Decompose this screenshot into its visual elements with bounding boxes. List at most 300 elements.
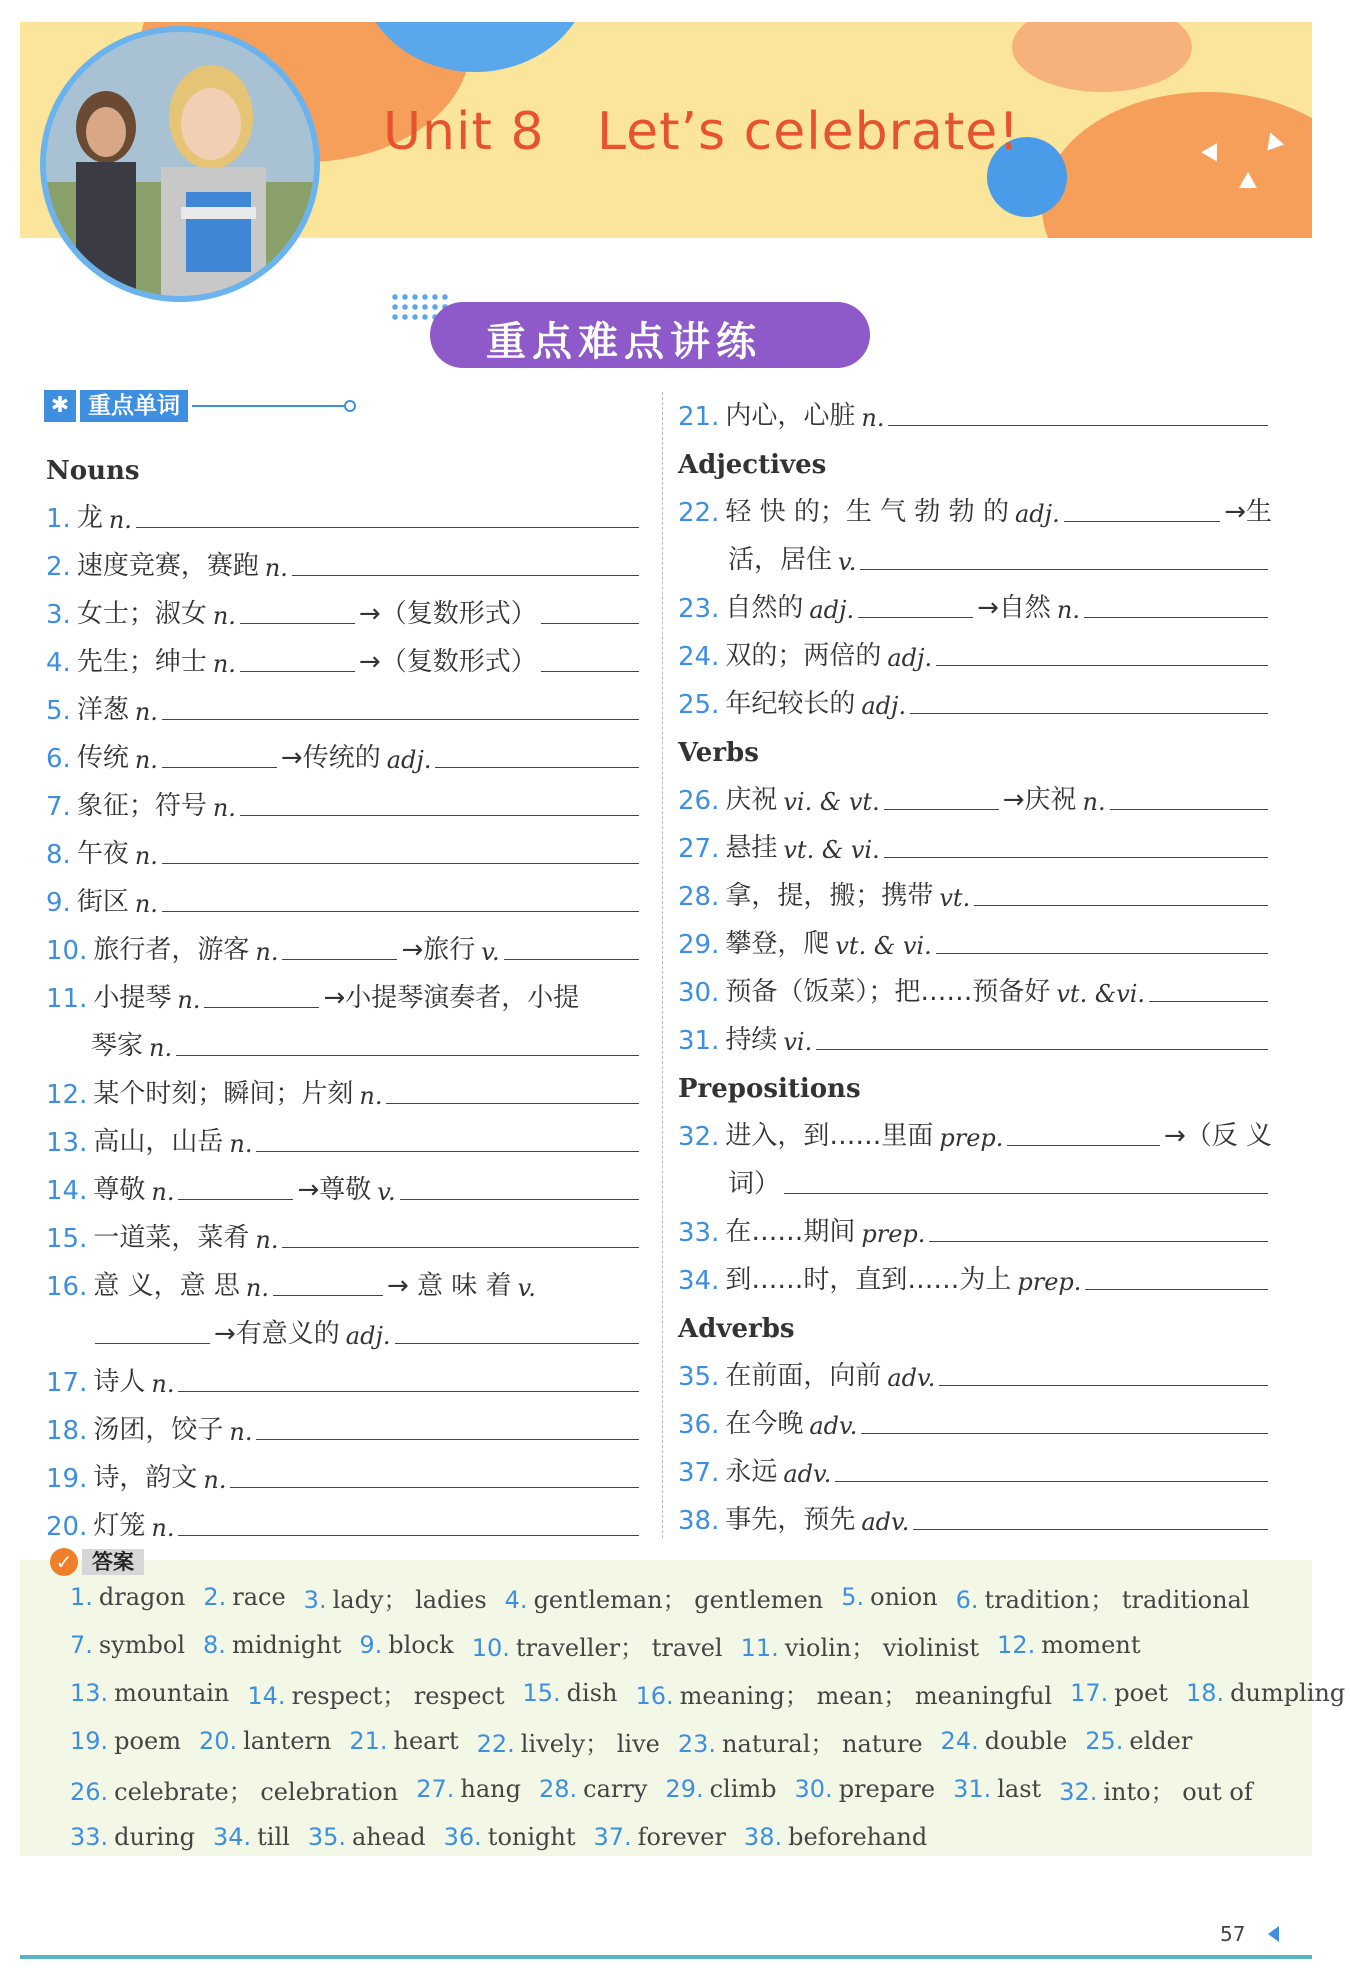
- answer-blank[interactable]: [282, 958, 397, 960]
- answer-key-header: [50, 1548, 144, 1576]
- answer-item: [594, 1823, 726, 1851]
- part-of-speech: n.: [212, 650, 236, 678]
- answer-text: till: [257, 1823, 290, 1851]
- answer-blank[interactable]: [974, 904, 1268, 906]
- answer-blank[interactable]: [860, 568, 1268, 570]
- answer-text: celebrate； celebration: [114, 1777, 399, 1806]
- answer-item: [203, 1583, 285, 1611]
- item-number: 3.: [46, 600, 71, 630]
- answer-number: 12.: [997, 1631, 1036, 1659]
- answer-text: tonight: [487, 1823, 576, 1851]
- category-heading: Prepositions: [678, 1074, 861, 1104]
- item-number: 2.: [46, 552, 71, 582]
- item-meaning: 到……时，直到……为上: [725, 1265, 1012, 1295]
- answer-text: mountain: [114, 1679, 230, 1707]
- item-number: 8.: [46, 840, 71, 870]
- answer-blank[interactable]: [936, 952, 1268, 954]
- part-of-speech: n.: [108, 506, 132, 534]
- item-hint: →生: [1224, 497, 1272, 527]
- answer-text: race: [232, 1583, 286, 1611]
- left-column: [46, 438, 643, 1542]
- answer-blank[interactable]: [888, 424, 1268, 426]
- part-of-speech: vt. & vi.: [835, 932, 932, 960]
- vocab-item: [46, 1062, 643, 1110]
- part-of-speech: n.: [149, 1034, 173, 1062]
- item-hint: →（反 义: [1163, 1121, 1272, 1151]
- part-of-speech: adj.: [1014, 500, 1060, 528]
- item-number: 13.: [46, 1128, 88, 1158]
- answer-text: symbol: [98, 1631, 186, 1659]
- page-number: 57: [1220, 1922, 1246, 1946]
- vocab-item: [678, 1248, 1272, 1296]
- item-meaning: 事先，预先: [725, 1505, 856, 1535]
- part-of-speech: n.: [255, 938, 279, 966]
- item-number: 12.: [46, 1080, 88, 1110]
- vocab-item: [678, 768, 1272, 816]
- item-meaning: 预备（饭菜）；把……预备好: [725, 977, 1051, 1007]
- vocab-item-continued: [678, 528, 1272, 576]
- category-heading: Adjectives: [678, 450, 827, 480]
- part-of-speech: n.: [1082, 788, 1106, 816]
- answer-blank[interactable]: [162, 862, 639, 864]
- item-number: 36.: [678, 1410, 720, 1440]
- item-meaning: 攀登，爬: [725, 929, 830, 959]
- answer-text: respect； respect: [291, 1681, 505, 1710]
- part-of-speech: adv.: [861, 1508, 910, 1536]
- vocab-item: [678, 1440, 1272, 1488]
- vocab-item: [678, 960, 1272, 1008]
- answer-blank[interactable]: [1110, 808, 1268, 810]
- item-meaning: 诗，韵文: [93, 1463, 198, 1493]
- vocab-item: [46, 630, 643, 678]
- vocab-item-continued: [46, 1302, 643, 1350]
- answer-blank[interactable]: [861, 1432, 1268, 1434]
- answer-text: midnight: [231, 1631, 342, 1659]
- vocab-item: [46, 1254, 643, 1302]
- answer-number: 31.: [953, 1775, 992, 1803]
- answer-blank[interactable]: [910, 712, 1268, 714]
- answer-row: [70, 1765, 1350, 1813]
- part-of-speech: adv.: [887, 1364, 936, 1392]
- vocab-item: [678, 624, 1272, 672]
- answer-item: [956, 1580, 1250, 1615]
- item-meaning: 悬挂: [725, 833, 778, 863]
- answer-text: last: [997, 1775, 1042, 1803]
- item-number: 30.: [678, 978, 720, 1008]
- item-meaning: 龙: [76, 503, 103, 533]
- answer-item: [477, 1724, 660, 1759]
- answer-blank[interactable]: [504, 958, 639, 960]
- item-number: 15.: [46, 1224, 88, 1254]
- decor-blob: [1042, 92, 1312, 238]
- answer-blank[interactable]: [936, 664, 1268, 666]
- answer-item: [444, 1823, 576, 1851]
- part-of-speech: n.: [359, 1082, 383, 1110]
- item-hint: →传统的: [280, 743, 381, 773]
- item-hint: 琴家: [91, 1031, 144, 1061]
- vocab-item: [46, 1350, 643, 1398]
- answer-number: 2.: [203, 1583, 227, 1611]
- answer-blank[interactable]: [1085, 1288, 1268, 1290]
- answer-key-label: 答案: [82, 1549, 144, 1575]
- answer-blank[interactable]: [256, 1150, 639, 1152]
- item-number: 38.: [678, 1506, 720, 1536]
- answer-blank[interactable]: [176, 1054, 639, 1056]
- item-number: 21.: [678, 402, 720, 432]
- checkmark-icon: ✓: [50, 1548, 78, 1576]
- answer-item: [472, 1628, 723, 1663]
- answer-number: 21.: [349, 1727, 388, 1755]
- item-meaning: 灯笼: [93, 1511, 146, 1541]
- part-of-speech: n.: [212, 602, 236, 630]
- answer-item: [304, 1580, 487, 1615]
- item-meaning: 高山，山岳: [93, 1127, 224, 1157]
- item-meaning: 永远: [725, 1457, 778, 1487]
- answer-row: [70, 1669, 1350, 1717]
- category-heading: Verbs: [678, 738, 759, 768]
- item-number: 33.: [678, 1218, 720, 1248]
- answer-item: [539, 1775, 647, 1803]
- answer-number: 29.: [665, 1775, 704, 1803]
- vocab-item-continued: [46, 1014, 643, 1062]
- item-meaning: 进入，到……里面: [725, 1121, 934, 1151]
- answer-number: 32.: [1059, 1777, 1098, 1806]
- answer-blank[interactable]: [1064, 520, 1221, 522]
- item-hint: →（复数形式）: [358, 647, 537, 677]
- vocab-item: [678, 1104, 1272, 1152]
- answer-blank[interactable]: [929, 1240, 1268, 1242]
- part-of-speech: n.: [861, 404, 885, 432]
- item-number: 18.: [46, 1416, 88, 1446]
- answer-text: ahead: [351, 1823, 426, 1851]
- part-of-speech: n.: [134, 842, 158, 870]
- item-meaning: 旅行者，游客: [93, 935, 250, 965]
- part-of-speech: n.: [1056, 596, 1081, 624]
- answer-text: poet: [1114, 1679, 1168, 1707]
- answer-blank[interactable]: [541, 622, 639, 624]
- answer-blank[interactable]: [204, 1006, 319, 1008]
- part-of-speech: n.: [151, 1514, 175, 1542]
- answer-text: double: [984, 1727, 1068, 1755]
- item-number: 17.: [46, 1368, 88, 1398]
- answer-text: lively； live: [520, 1729, 660, 1758]
- vocab-item: [46, 870, 643, 918]
- part-of-speech: v.: [481, 938, 500, 966]
- molecule-icon: ✱: [44, 390, 76, 422]
- answer-item: [247, 1676, 504, 1711]
- part-of-speech: prep.: [939, 1124, 1004, 1152]
- item-hint: →（复数形式）: [358, 599, 537, 629]
- answer-number: 34.: [212, 1823, 252, 1851]
- answer-blank[interactable]: [240, 622, 355, 624]
- item-number: 10.: [46, 936, 88, 966]
- answer-blank[interactable]: [884, 856, 1268, 858]
- item-number: 11.: [46, 984, 88, 1014]
- answer-blank[interactable]: [136, 526, 639, 528]
- part-of-speech: prep.: [861, 1220, 926, 1248]
- answer-blank[interactable]: [1084, 616, 1268, 618]
- answer-item: [522, 1679, 617, 1707]
- vocab-item: [46, 918, 643, 966]
- item-hint: →庆祝: [1002, 785, 1077, 815]
- vocab-item: [678, 480, 1272, 528]
- answer-item: [635, 1676, 1052, 1711]
- answer-item: [953, 1775, 1041, 1803]
- answer-blank[interactable]: [858, 616, 973, 618]
- item-meaning: 拿，提，搬；携带: [725, 881, 934, 911]
- item-number: 24.: [678, 642, 720, 672]
- part-of-speech: vt. & vi.: [783, 836, 880, 864]
- vocab-item: [678, 384, 1272, 432]
- part-of-speech: adj.: [345, 1322, 391, 1350]
- part-of-speech: n.: [151, 1178, 175, 1206]
- answer-blank[interactable]: [939, 1384, 1268, 1386]
- answer-blank[interactable]: [256, 1438, 639, 1440]
- part-of-speech: n.: [134, 698, 158, 726]
- answer-blank[interactable]: [884, 808, 999, 810]
- answer-number: 18.: [1185, 1679, 1225, 1707]
- vocab-tag: [44, 390, 356, 422]
- answer-blank[interactable]: [395, 1342, 639, 1344]
- part-of-speech: v.: [517, 1274, 536, 1302]
- answer-number: 25.: [1085, 1727, 1124, 1755]
- answer-blank[interactable]: [282, 1246, 639, 1248]
- answer-number: 35.: [307, 1823, 346, 1851]
- answer-number: 11.: [740, 1633, 779, 1662]
- answer-item: [308, 1823, 426, 1851]
- answer-row: [70, 1621, 1350, 1669]
- answer-item: [941, 1727, 1068, 1755]
- item-meaning: 诗人: [93, 1367, 146, 1397]
- part-of-speech: adj.: [386, 746, 432, 774]
- answer-text: during: [114, 1823, 195, 1851]
- answer-item: [70, 1772, 398, 1807]
- answer-blank[interactable]: [240, 670, 355, 672]
- answer-item: [359, 1631, 453, 1659]
- vocab-item: [678, 864, 1272, 912]
- part-of-speech: adj.: [861, 692, 907, 720]
- part-of-speech: adj.: [809, 596, 855, 624]
- item-meaning: 意 义，意 思: [93, 1271, 240, 1301]
- part-of-speech: n.: [134, 890, 158, 918]
- answer-number: 15.: [522, 1679, 561, 1707]
- vocab-item: [678, 1488, 1272, 1536]
- answer-text: meaning； mean； meaningful: [679, 1681, 1053, 1710]
- answer-text: lantern: [243, 1727, 332, 1755]
- answer-text: natural； nature: [722, 1729, 923, 1758]
- item-meaning: 轻 快 的；生 气 勃 勃 的: [725, 497, 1009, 527]
- answer-item: [1085, 1727, 1192, 1755]
- answer-item: [1059, 1772, 1253, 1807]
- item-number: 20.: [46, 1512, 88, 1542]
- answer-blank[interactable]: [178, 1198, 293, 1200]
- item-meaning: 汤团，饺子: [93, 1415, 224, 1445]
- vocab-item: [678, 576, 1272, 624]
- part-of-speech: n.: [177, 986, 201, 1014]
- answer-number: 22.: [476, 1729, 515, 1758]
- answer-blank[interactable]: [292, 574, 639, 576]
- answer-text: dumpling: [1230, 1679, 1346, 1707]
- decor-blob: [1012, 22, 1192, 92]
- answer-number: 13.: [70, 1679, 109, 1707]
- part-of-speech: v.: [377, 1178, 396, 1206]
- answer-number: 28.: [538, 1775, 578, 1803]
- vocab-item: [678, 816, 1272, 864]
- decor-triangle: [1239, 172, 1257, 188]
- vocab-item: [46, 1398, 643, 1446]
- answer-key-list: [70, 1573, 1350, 1861]
- item-hint: →有意义的: [214, 1319, 340, 1349]
- part-of-speech: prep.: [1017, 1268, 1082, 1296]
- answer-item: [505, 1580, 824, 1615]
- answer-number: 24.: [940, 1727, 979, 1755]
- answer-number: 4.: [504, 1585, 528, 1614]
- footer-rule: [20, 1955, 1312, 1959]
- item-meaning: 传统: [76, 743, 129, 773]
- answer-item: [741, 1628, 979, 1663]
- vocab-item: [678, 1200, 1272, 1248]
- part-of-speech: adv.: [809, 1412, 858, 1440]
- answer-text: poem: [114, 1727, 181, 1755]
- part-of-speech: n.: [151, 1370, 175, 1398]
- answer-blank[interactable]: [95, 1342, 210, 1344]
- answer-text: traveller； travel: [515, 1633, 723, 1662]
- answer-item: [997, 1631, 1140, 1659]
- part-of-speech: vi.: [783, 1028, 813, 1056]
- answer-blank[interactable]: [816, 1048, 1268, 1050]
- part-of-speech: n.: [245, 1274, 269, 1302]
- answer-number: 17.: [1070, 1679, 1109, 1707]
- answer-number: 8.: [203, 1631, 226, 1659]
- answer-blank[interactable]: [240, 814, 639, 816]
- answer-blank[interactable]: [835, 1480, 1268, 1482]
- answer-item: [795, 1775, 936, 1803]
- answer-blank[interactable]: [913, 1528, 1268, 1530]
- vocab-item: [46, 678, 643, 726]
- answer-text: forever: [637, 1823, 726, 1851]
- answer-number: 23.: [677, 1729, 717, 1758]
- item-meaning: 内心，心脏: [725, 401, 856, 431]
- item-meaning: 午夜: [76, 839, 129, 869]
- answer-item: [70, 1823, 195, 1851]
- vocab-item: [678, 1344, 1272, 1392]
- answer-blank[interactable]: [230, 1486, 639, 1488]
- item-hint: 词）: [728, 1169, 781, 1199]
- answer-text: gentleman； gentlemen: [533, 1585, 824, 1614]
- answer-item: [70, 1631, 185, 1659]
- item-meaning: 年纪较长的: [725, 689, 856, 719]
- item-number: 14.: [46, 1176, 88, 1206]
- item-number: 27.: [678, 834, 720, 864]
- answer-number: 1.: [70, 1583, 93, 1611]
- answer-number: 37.: [593, 1823, 632, 1851]
- answer-text: onion: [870, 1583, 938, 1611]
- item-hint: 活，居住: [728, 545, 833, 575]
- vocab-item: [46, 1206, 643, 1254]
- answer-number: 10.: [471, 1633, 510, 1662]
- answer-blank[interactable]: [178, 1390, 639, 1392]
- vocab-item: [46, 1158, 643, 1206]
- answer-item: [678, 1724, 923, 1759]
- part-of-speech: vt.: [939, 884, 971, 912]
- vocab-item: [46, 1110, 643, 1158]
- item-number: 26.: [678, 786, 720, 816]
- section-title: 重点难点讲练: [486, 319, 762, 365]
- answer-blank[interactable]: [386, 1102, 639, 1104]
- item-hint: →旅行: [401, 935, 476, 965]
- answer-blank[interactable]: [273, 1294, 383, 1296]
- item-meaning: 尊敬: [93, 1175, 146, 1205]
- answer-blank[interactable]: [162, 718, 639, 720]
- part-of-speech: vi. & vt.: [783, 788, 880, 816]
- answer-number: 33.: [70, 1823, 109, 1851]
- answer-item: [1186, 1679, 1345, 1707]
- answer-text: moment: [1041, 1631, 1141, 1659]
- vocab-item: [46, 774, 643, 822]
- answer-text: carry: [583, 1775, 648, 1803]
- item-number: 35.: [678, 1362, 720, 1392]
- answer-row: [70, 1573, 1350, 1621]
- item-meaning: 速度竞赛，赛跑: [76, 551, 259, 581]
- answer-number: 38.: [743, 1823, 783, 1851]
- right-column: [678, 384, 1272, 1536]
- vocab-item: [46, 822, 643, 870]
- answer-blank[interactable]: [162, 910, 639, 912]
- answer-number: 9.: [359, 1631, 383, 1659]
- item-number: 1.: [46, 504, 71, 534]
- answer-item: [665, 1775, 776, 1803]
- answer-text: tradition； traditional: [984, 1585, 1250, 1614]
- answer-blank[interactable]: [435, 766, 639, 768]
- part-of-speech: n.: [203, 1466, 227, 1494]
- item-meaning: 街区: [76, 887, 129, 917]
- answer-text: elder: [1129, 1727, 1193, 1755]
- answer-item: [1070, 1679, 1168, 1707]
- item-number: 16.: [46, 1272, 88, 1302]
- answer-blank[interactable]: [784, 1192, 1268, 1194]
- answer-text: prepare: [838, 1775, 936, 1803]
- answer-item: [203, 1631, 341, 1659]
- answer-blank[interactable]: [178, 1534, 639, 1536]
- item-meaning: 女士；淑女: [76, 599, 207, 629]
- answer-number: 3.: [303, 1585, 327, 1614]
- item-meaning: 在今晚: [725, 1409, 804, 1439]
- item-meaning: 某个时刻；瞬间；片刻: [93, 1079, 354, 1109]
- part-of-speech: adj.: [887, 644, 933, 672]
- answer-text: into； out of: [1103, 1777, 1253, 1806]
- students-photo: [40, 26, 320, 302]
- item-hint: →尊敬: [297, 1175, 372, 1205]
- answer-blank[interactable]: [541, 670, 639, 672]
- students-photo-illustration: [46, 32, 316, 298]
- answer-number: 6.: [955, 1585, 979, 1614]
- answer-number: 7.: [70, 1631, 93, 1659]
- category-heading: Adverbs: [678, 1314, 795, 1344]
- answer-blank[interactable]: [162, 766, 277, 768]
- part-of-speech: n.: [229, 1130, 253, 1158]
- answer-blank[interactable]: [400, 1198, 639, 1200]
- item-meaning: 持续: [725, 1025, 778, 1055]
- item-number: 32.: [678, 1122, 720, 1152]
- answer-item: [199, 1727, 331, 1755]
- unit-title: Unit 8 Let’s celebrate!: [383, 102, 1021, 162]
- answer-blank[interactable]: [1149, 1000, 1268, 1002]
- answer-blank[interactable]: [1007, 1144, 1160, 1146]
- vocab-item: [46, 1446, 643, 1494]
- item-number: 9.: [46, 888, 71, 918]
- answer-number: 19.: [70, 1727, 109, 1755]
- vocab-tag-label: 重点单词: [80, 390, 188, 422]
